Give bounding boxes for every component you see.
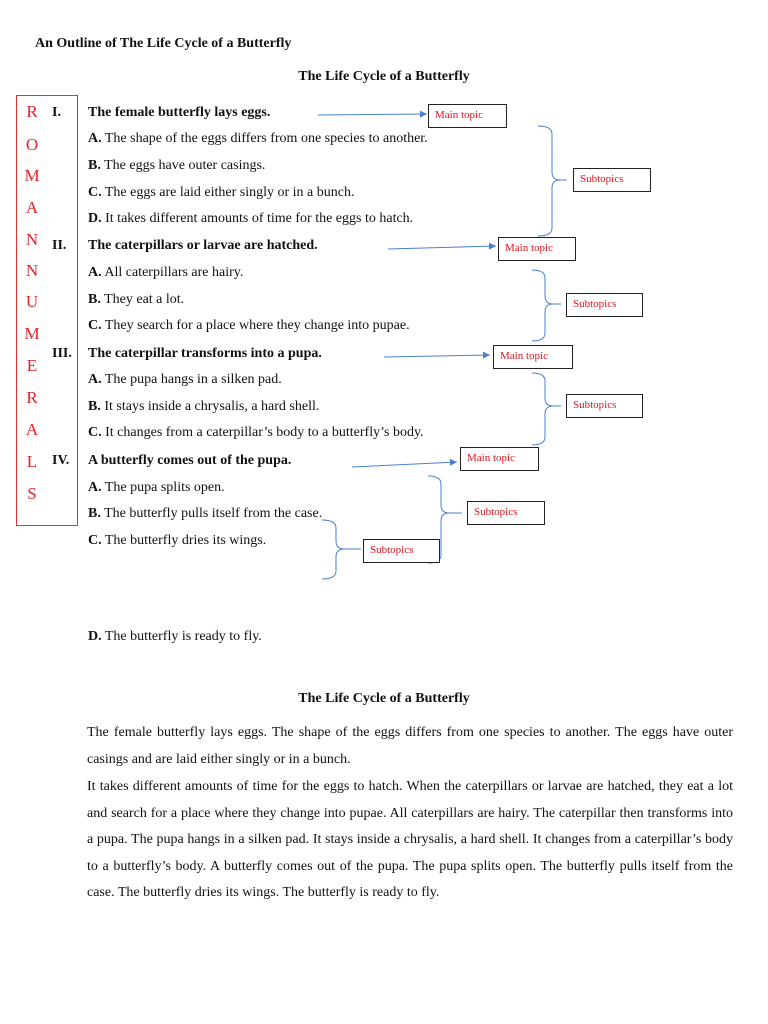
subtopic-text: The butterfly dries its wings. bbox=[104, 533, 267, 548]
subtopics-brace bbox=[538, 126, 560, 236]
summary-paragraph-2: It takes different amounts of time for the eggs to hatch. When the caterpillars or larvae are hatched, they eat a lot and search for a place where they change into pupae. All caterpillars are hairy. The caterpillar then transforms into a pupa. The pupa hangs in a silken pad. It stays inside a chrysalis, a hard shell. It changes from a caterpillar’s body to a butterfly’s body. A butterfly comes out of the pupa. The pupa splits open. The butterfly pulls itself from the case. The butterfly dries its wings. The butterfly is ready to fly. bbox=[87, 779, 733, 900]
roman-letter: M bbox=[24, 166, 40, 185]
main-topic: The caterpillars or larvae are hatched. bbox=[88, 238, 318, 253]
main-topic: The caterpillar transforms into a pupa. bbox=[88, 346, 322, 361]
subtopic-text: The eggs have outer casings. bbox=[104, 158, 266, 173]
roman-letter: N bbox=[25, 230, 39, 249]
subtopic-letter: C. bbox=[88, 533, 102, 548]
subtopic-letter: C. bbox=[88, 318, 102, 333]
subtopic-text: The pupa splits open. bbox=[104, 480, 225, 495]
subtopic-letter: A. bbox=[88, 480, 102, 495]
roman-letter: R bbox=[26, 102, 38, 121]
summary-paragraph-1: The female butterfly lays eggs. The shape of the eggs differs from one species to another. The eggs have outer casings and are laid either singly or in a bunch. bbox=[87, 725, 733, 767]
summary-title: The Life Cycle of a Butterfly bbox=[298, 691, 470, 706]
document-heading: An Outline of The Life Cycle of a Butterfly bbox=[35, 36, 292, 51]
roman-letter: E bbox=[26, 356, 38, 375]
section-numeral: IV. bbox=[52, 453, 70, 468]
outline-title: The Life Cycle of a Butterfly bbox=[298, 69, 470, 84]
subtopic-text: It stays inside a chrysalis, a hard shell. bbox=[104, 399, 320, 414]
main-topic-tag: Main topic bbox=[428, 104, 507, 128]
subtopic-text: All caterpillars are hairy. bbox=[104, 265, 244, 280]
subtopics-brace bbox=[322, 520, 344, 579]
roman-letter: L bbox=[26, 452, 38, 471]
main-topic-arrow bbox=[384, 355, 490, 357]
main-topic-tag: Main topic bbox=[493, 345, 573, 369]
section-numeral: II. bbox=[52, 238, 67, 253]
main-topic-tag: Main topic bbox=[498, 237, 576, 261]
subtopic-letter: A. bbox=[88, 372, 102, 387]
subtopic-text: It takes different amounts of time for the eggs to hatch. bbox=[105, 211, 414, 226]
subtopic-letter: B. bbox=[88, 399, 101, 414]
main-topic-arrow bbox=[352, 462, 457, 467]
subtopic-text: The butterfly is ready to fly. bbox=[104, 629, 262, 644]
main-topic: A butterfly comes out of the pupa. bbox=[88, 453, 292, 468]
roman-letter: S bbox=[27, 484, 37, 503]
main-topic-arrow bbox=[388, 246, 496, 249]
subtopics-brace bbox=[532, 270, 553, 341]
subtopics-tag: Subtopics bbox=[566, 293, 643, 317]
roman-letter: O bbox=[25, 135, 39, 154]
subtopic-letter: C. bbox=[88, 425, 102, 440]
subtopic-text: The shape of the eggs differs from one species to another. bbox=[104, 131, 428, 146]
roman-letter: N bbox=[25, 261, 39, 280]
subtopics-tag: Subtopics bbox=[363, 539, 440, 563]
section-numeral: I. bbox=[52, 105, 61, 120]
subtopic-letter: C. bbox=[88, 185, 102, 200]
main-topic-arrow bbox=[318, 114, 427, 115]
subtopic-text: The butterfly pulls itself from the case. bbox=[104, 506, 323, 521]
main-topic-tag: Main topic bbox=[460, 447, 539, 471]
section-numeral: III. bbox=[52, 346, 72, 361]
roman-letter: A bbox=[25, 198, 39, 217]
subtopic-letter: D. bbox=[88, 211, 102, 226]
subtopic-letter: A. bbox=[88, 131, 102, 146]
subtopic-letter: D. bbox=[88, 629, 102, 644]
subtopic-letter: B. bbox=[88, 506, 101, 521]
subtopic-text: It changes from a caterpillar’s body to a butterfly’s body. bbox=[105, 425, 424, 440]
subtopic-letter: A. bbox=[88, 265, 102, 280]
roman-letter: M bbox=[24, 324, 40, 343]
subtopic-letter: B. bbox=[88, 158, 101, 173]
subtopics-tag: Subtopics bbox=[467, 501, 545, 525]
subtopics-tag: Subtopics bbox=[573, 168, 651, 192]
subtopic-text: The eggs are laid either singly or in a bunch. bbox=[104, 185, 355, 200]
subtopic-text: The pupa hangs in a silken pad. bbox=[104, 372, 282, 387]
subtopics-brace bbox=[532, 373, 553, 445]
main-topic: The female butterfly lays eggs. bbox=[88, 105, 271, 120]
subtopic-text: They eat a lot. bbox=[104, 292, 185, 307]
roman-letter: R bbox=[26, 388, 38, 407]
roman-letter: U bbox=[25, 292, 39, 311]
subtopics-tag: Subtopics bbox=[566, 394, 643, 418]
roman-letter: A bbox=[25, 420, 39, 439]
subtopic-letter: B. bbox=[88, 292, 101, 307]
subtopic-text: They search for a place where they change into pupae. bbox=[104, 318, 410, 333]
